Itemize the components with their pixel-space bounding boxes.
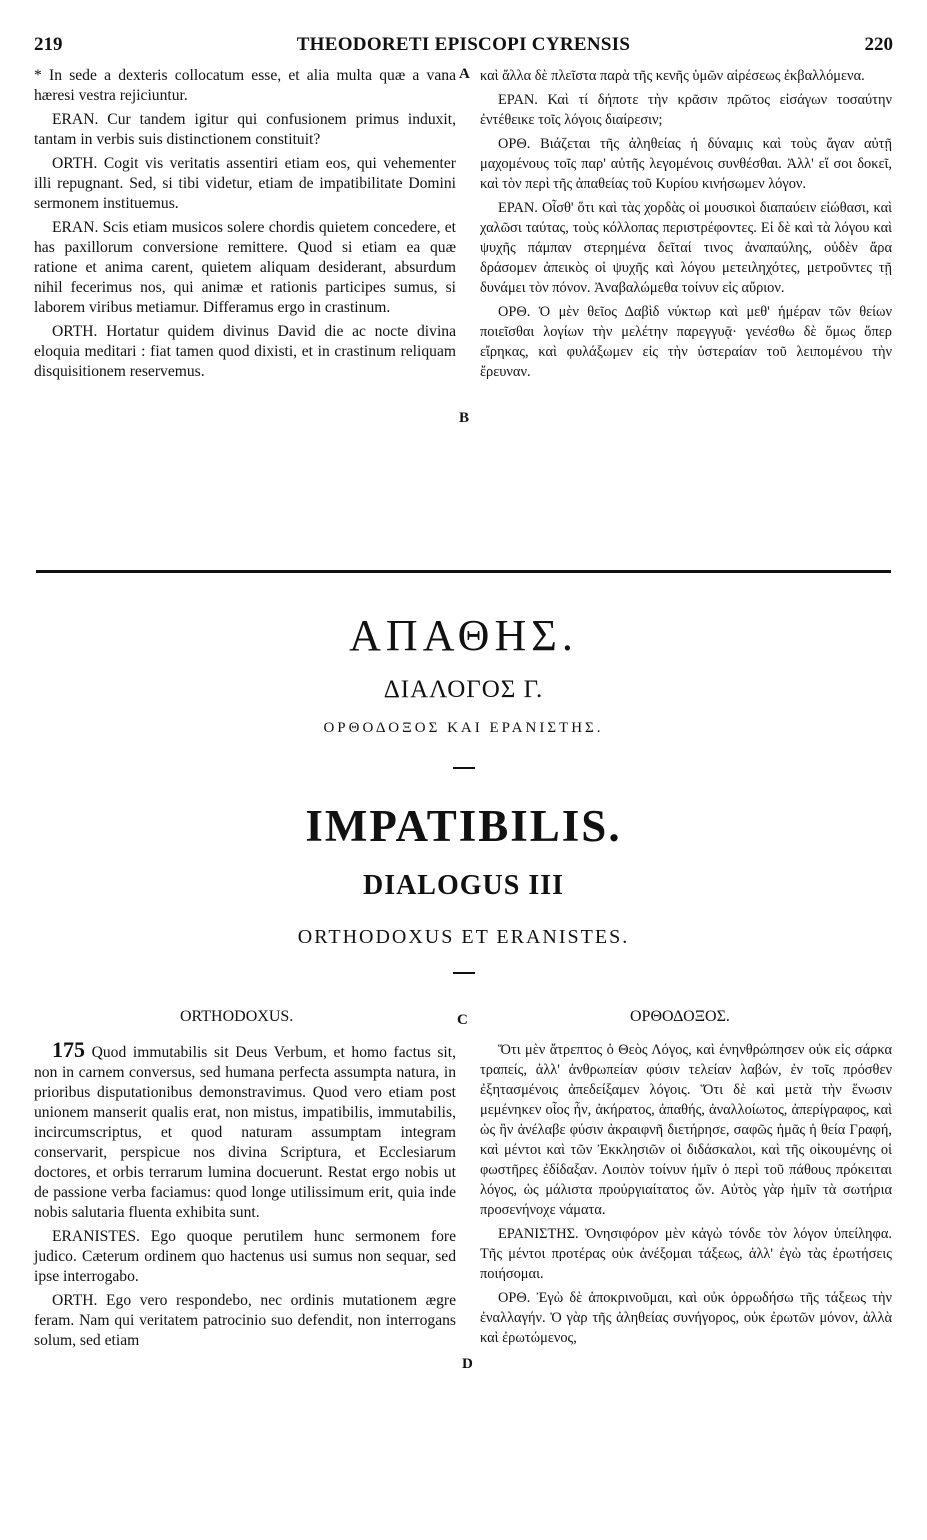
running-title: THEODORETI EPISCOPI CYRENSIS <box>296 34 631 55</box>
latin-paragraph: ERAN. Cur tandem igitur qui confusionem primus induxit, tantam in verbis suis distinctionem constituit? <box>34 111 456 148</box>
greek-paragraph: ΕΡΑΝΙΣΤΗΣ. Ὀνησιφόρον μὲν κἀγὼ τόνδε τὸν λόγον ὑπείληφα. Τῆς μέντοι προτέρας οὐκ ἀνέξομαι τάξεως, ἀλλ' ἐγὼ τὰς ἐρωτήσεις ποιήσομαι. <box>480 1226 892 1282</box>
greek-persons-heading: ΟΡΘΟΔΟΞΟΣ ΚΑΙ ΕΡΑΝΙΣΤΗΣ. <box>323 720 604 736</box>
latin-paragraph: Quod immutabilis sit Deus Verbum, et homo factus sit, non in carnem conversus, sed humana perfecta assumpta natura, in prioribus disputationibus demonstravimus. Quod vero etiam post unionem manserit qualis erat, non mistus, impatibilis, immutabilis, incircumscriptus, et quod naturam assumptam integram conservarit, perspicue nos divina Scriptura, et Ecclesiarum doctores, et orbis terrarum lumina docuerunt. Restat ergo nobis ut de passione verba faciamus: quod longe utilissimum erit, quia inde nobis salutaria fluenta exhibita sunt. <box>34 1044 456 1221</box>
title-dash <box>453 767 475 769</box>
greek-paragraph: ΟΡΘ. Ὁ μὲν θεῖος Δαβὶδ νύκτωρ καὶ μεθ' ἡμέραν τῶν θείων ποιεῖσθαι λογίων τὴν μελέτην παρεγγυᾷ· γενέσθω δὲ ὅμως ὅπερ εἴρηκας, καὶ φυλάξωμεν εἰς τὴν ὑστεραίαν τοῦ λειπομένου τὴν ἔρευναν. <box>480 304 892 380</box>
greek-paragraph: ΕΡΑΝ. Καὶ τί δήποτε τὴν κρᾶσιν πρῶτος εἰσάγων τοσαύτην ἐντέθεικε τοῖς λόγοις διαίρεσιν; <box>480 92 892 128</box>
latin-paragraph: ERAN. Scis etiam musicos solere chordis quietem concedere, et has paxillorum conversione remittere. Quod si etiam ea quæ ratione et anima carent, quietem aliquam desiderant, absurdum nihil fecerimus nos, qui animæ et rationis participes sumus, si laborem viribus metiamur. Differamus ergo in crastinum. <box>34 219 456 316</box>
latin-dialogue-heading: DIALOGUS III <box>362 870 565 901</box>
latin-speaker-heading: ORTHODOXUS. <box>180 1008 294 1025</box>
greek-speaker-heading: ΟΡΘΟΔΟΞΟΣ. <box>630 1008 730 1025</box>
greek-column-upper <box>480 66 892 382</box>
latin-persons-heading: ORTHODOXUS ET ERANISTES. <box>297 926 630 948</box>
greek-dialogue-heading: ΔΙΑΛΟΓΟΣ Γ. <box>383 676 544 703</box>
latin-column-upper <box>34 66 456 382</box>
greek-column-lower <box>480 1036 892 1348</box>
greek-paragraph: ΕΡΑΝ. Οἶσθ' ὅτι καὶ τὰς χορδὰς οἱ μουσικοὶ διαπαύειν εἰώθασι, καὶ χαλῶσι ταύτας, τοὺς κόλλοπας περιστρέφοντες. Εἰ δὲ καὶ τὰ λόγου καὶ ψυχῆς πάμπαν στερημένα δεῖταί τινος ἀναπαύλης, οὐδὲν ἄρα δράσομεν ἀπεικὸς οἱ ψυχῆς καὶ λόγου μετειληχότες, μετροῦντες τῇ δυνάμει τὸν πόνον. Ἀναβαλώμεθα τοίνυν εἰς αὔριον. <box>480 200 892 296</box>
page-number-left: 219 <box>34 34 63 55</box>
latin-paragraph: * In sede a dexteris collocatum esse, et alia multa quæ a vana hæresi vestra rejiciuntur. <box>34 67 456 104</box>
latin-paragraph: ERANISTES. Ego quoque perutilem hunc sermonem fore judico. Cæterum ordinem quo hactenus usi sumus non sequar, sed ipse interrogabo. <box>34 1228 456 1285</box>
margin-letter-a: A <box>459 66 470 82</box>
column-number: 175 <box>52 1037 85 1062</box>
latin-title: IMPATIBILIS. <box>305 801 622 851</box>
greek-paragraph: Ὅτι μὲν ἄτρεπτος ὁ Θεὸς Λόγος, καὶ ἐνηνθρώπησεν οὐκ εἰς σάρκα τραπείς, ἀλλ' ἀνθρωπείαν φύσιν τελείαν λαβών, ἐν τοῖς πρόσθεν ἐξητασμένοις ἀπεδείξαμεν λόγοις. Ὅτι δὲ καὶ μετὰ τὴν ἕνωσιν μεμένηκεν οἷος ἦν, ἀκήρατος, ἀπαθής, ἀναλλοίωτος, ἀπερίγραφος, καὶ ὡς ἣν ἀνέλαβε φύσιν ἀκραιφνῆ διετήρησε, σαφῶς ἡμᾶς ἡ θεία Γραφή, καὶ μέντοι καὶ τῶν Ἐκκλησιῶν οἱ διδάσκαλοι, καὶ τῆς οἰκουμένης οἱ φωστῆρες ἐδίδαξαν. Λοιπὸν τοίνυν ἡμῖν ὁ περὶ τοῦ πάθους πρόκειται λόγος, ὡς μάλιστα προὐργιαίτατος ὤν. Αὐτὸς γὰρ ἡμῖν τὰ σωτήρια προσενήνοχε νάματα. <box>480 1042 892 1218</box>
margin-letter-c: C <box>457 1012 468 1028</box>
greek-paragraph: ΟΡΘ. Ἐγὼ δὲ ἀποκρινοῦμαι, καὶ οὐκ ὀρρωδήσω τῆς τάξεως τὴν ἐναλλαγήν. Ὁ γὰρ τῆς ἀληθείας συνήγορος, οὐκ ἐρωτῶν μόνον, ἀλλὰ καὶ ἐρωτώμενος, <box>480 1290 892 1346</box>
margin-letter-b: B <box>459 410 470 426</box>
latin-paragraph: ORTH. Hortatur quidem divinus David die ac nocte divina eloquia meditari : fiat tamen quod dixisti, et in crastinum reliquam disquisitionem reservemus. <box>34 323 456 380</box>
greek-title: ΑΠΑΘΗΣ. <box>349 611 578 660</box>
margin-letter-d: D <box>462 1356 473 1372</box>
page-number-right: 220 <box>864 34 893 55</box>
title-dash <box>453 972 475 974</box>
latin-column-lower <box>34 1036 456 1351</box>
running-header <box>34 34 893 60</box>
greek-paragraph: ΟΡΘ. Βιάζεται τῆς ἀληθείας ἡ δύναμις καὶ τοὺς ἄγαν αὐτῇ μαχομένους τοῖς παρ' αὐτῆς λεγομένοις συνθέσθαι. Ἀλλ' εἴ σοι δοκεῖ, καὶ τὸν περὶ τῆς ἀπαθείας τοῦ Κυρίου κινήσωμεν λόγον. <box>480 136 892 192</box>
latin-paragraph: ORTH. Cogit vis veritatis assentiri etiam eos, qui vehementer illi repugnant. Sed, si tibi videtur, etiam de impatibilitate Domini sermonem instituemus. <box>34 155 456 212</box>
greek-paragraph: καὶ ἄλλα δὲ πλεῖστα παρὰ τῆς κενῆς ὑμῶν αἱρέσεως ἐκβαλλόμενα. <box>480 68 865 84</box>
latin-paragraph: ORTH. Ego vero respondebo, nec ordinis mutationem ægre feram. Nam qui veritatem patrocinio suo defendit, non interrogans solum, sed etiam <box>34 1292 456 1349</box>
section-rule <box>36 570 891 573</box>
